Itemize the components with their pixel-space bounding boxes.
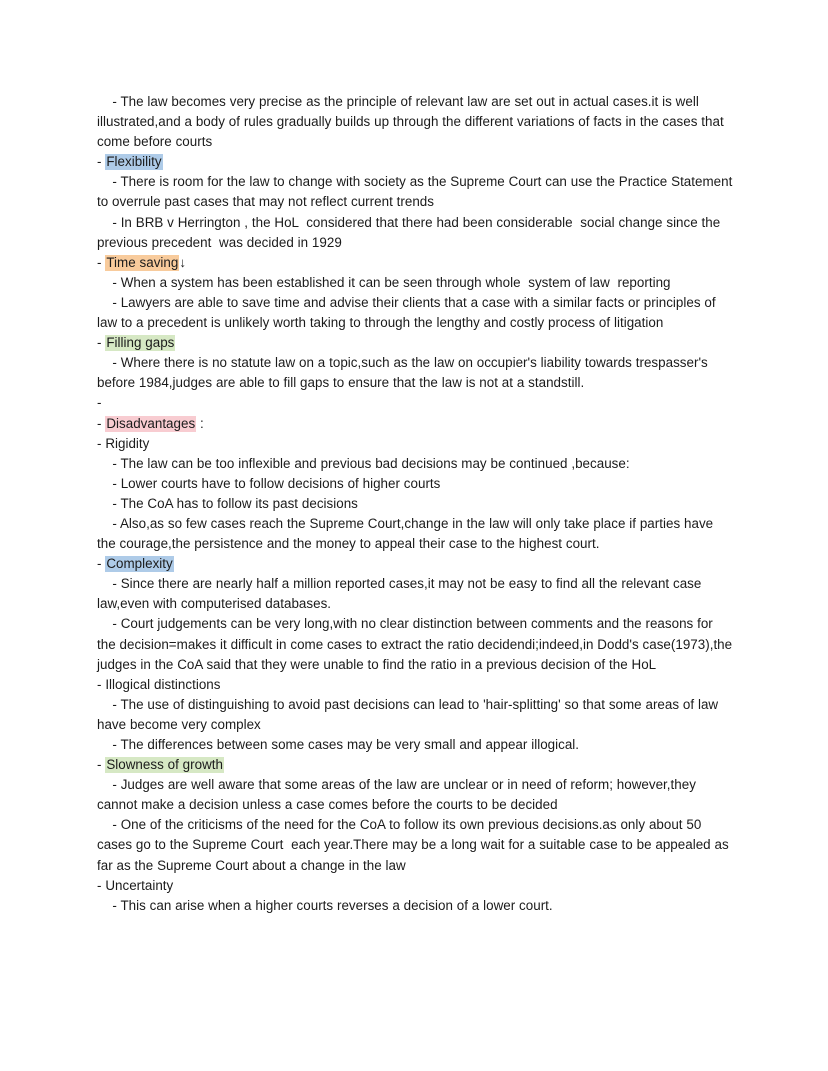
paragraph-too-inflexible: - The law can be too inflexible and previous bad decisions may be continued ,because: — [97, 455, 630, 471]
paragraph-precision-advantage: - The law becomes very precise as the principle of relevant law are set out in actual cases.it is well illustrated,and a body of rules gradually builds up through the different variations of facts in the cases that come before courts — [97, 94, 728, 150]
paragraph-half-million-cases: - Since there are nearly half a million reported cases,it may not be easy to find all the relevant case law,even with computerised databases. — [97, 576, 706, 612]
paragraph-small-differences: - The differences between some cases may be very small and appear illogical. — [97, 737, 580, 752]
bullet-dash: - — [97, 415, 106, 431]
highlight-slowness-of-growth: Slowness of growth — [106, 757, 223, 773]
heading-disadvantages — [97, 414, 734, 434]
paragraph-flexibility-practice-statement: - There is room for the law to change with society as the Supreme Court can use the Practice Statement to overrule past cases that may not reflect current trends — [97, 174, 737, 210]
heading-illogical-distinctions: - Illogical distinctions — [97, 676, 221, 692]
highlight-flexibility: Flexibility — [106, 154, 162, 170]
paragraph-brb-v-herrington: - In BRB v Herrington , the HoL considered that there had been considerable social change since the previous precedent was decided in 1929 — [97, 214, 725, 250]
paragraph-few-cases-reach-supreme-court: - Also,as so few cases reach the Supreme Court,change in the law will only take place if parties have the courage,the persistence and the money to appeal their case to the highest court. — [97, 515, 717, 552]
down-arrow-icon: ↓ — [179, 254, 187, 270]
heading-time-saving — [97, 253, 734, 273]
bullet-dash: - — [97, 335, 106, 351]
disadvantages-colon: : — [196, 415, 204, 431]
empty-dash-line: - — [97, 395, 102, 411]
paragraph-fifty-cases-per-year: - One of the criticisms of the need for the CoA to follow its own previous decisions.as only about 50 cases go to the Supreme Court each year.There may be a long wait for a suitable case to be appealed as far as the Supreme Court about a change in the law — [97, 817, 733, 873]
bullet-dash: - — [97, 757, 106, 773]
paragraph-lower-courts-follow: - Lower courts have to follow decisions of higher courts — [97, 475, 441, 491]
highlight-time-saving: Time saving — [106, 254, 179, 270]
highlight-disadvantages: Disadvantages — [106, 415, 196, 431]
paragraph-ratio-decidendi-dodds-case: - Court judgements can be very long,with no clear distinction between comments and the reasons for the decision=makes it difficult in come cases to extract the ratio decidendi;indeed,in Dodd's case(1973),the judges in the CoA said that they were unable to find the ratio in a previous decision of the HoL — [97, 616, 736, 672]
heading-filling-gaps — [97, 333, 734, 353]
heading-uncertainty: - Uncertainty — [97, 877, 174, 893]
heading-rigidity: - Rigidity — [97, 435, 150, 451]
heading-flexibility — [97, 152, 734, 172]
heading-complexity — [97, 554, 734, 574]
paragraph-occupiers-liability: - Where there is no statute law on a topic,such as the law on occupier's liability towards trespasser's before 1984,judges are able to fill gaps to ensure that the law is not at a standstill. — [97, 355, 712, 391]
highlight-complexity: Complexity — [106, 556, 173, 572]
document-text-body — [97, 92, 737, 916]
highlight-filling-gaps: Filling gaps — [106, 335, 175, 351]
paragraph-coa-follow-past: - The CoA has to follow its past decisions — [97, 495, 358, 511]
bullet-dash: - — [97, 254, 106, 270]
heading-slowness-of-growth — [97, 755, 734, 775]
paragraph-higher-court-reverses: - This can arise when a higher courts reverses a decision of a lower court. — [97, 897, 553, 913]
paragraph-judges-aware-reform: - Judges are well aware that some areas of the law are unclear or in need of reform; however,they cannot make a decision unless a case comes before the courts to be decided — [97, 777, 700, 813]
bullet-dash: - — [97, 154, 106, 170]
paragraph-lawyers-save-time: - Lawyers are able to save time and advise their clients that a case with a similar facts or principles of law to a precedent is unlikely worth taking to through the lengthy and costly process of litigation — [97, 294, 720, 331]
bullet-dash: - — [97, 556, 106, 572]
paragraph-system-established: - When a system has been established it can be seen through whole system of law reporting — [97, 274, 671, 290]
paragraph-hair-splitting: - The use of distinguishing to avoid past decisions can lead to 'hair-splitting' so that some areas of law have become very complex — [97, 696, 722, 732]
